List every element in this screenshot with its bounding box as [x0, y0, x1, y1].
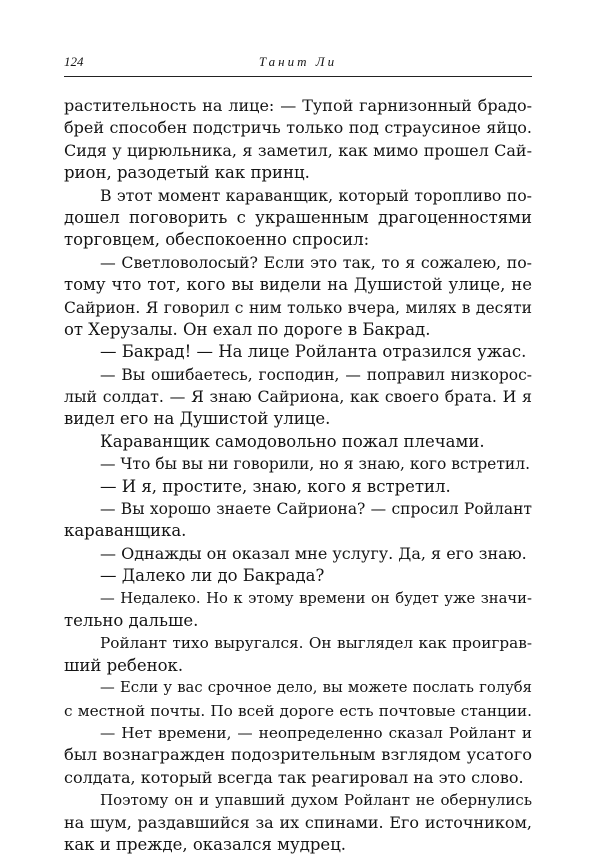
body-text: [64, 95, 532, 856]
text-line: — И я, простите, знаю, кого я встретил.: [100, 476, 451, 496]
text-line: — Вы хорошо знаете Сайриона? — спросил Ройлант: [100, 500, 532, 519]
text-line: рион, разодетый как принц.: [64, 163, 310, 183]
text-line: растительность на лице: — Тупой гарнизонный брадо-: [64, 96, 532, 115]
text-line: Караванщик самодовольно пожал плечами.: [100, 431, 485, 451]
text-line: — Светловолосый? Если это так, то я сожалею, по-: [100, 252, 532, 272]
text-line: — Бакрад! — На лице Ройланта отразился ужас.: [100, 342, 527, 362]
text-line: — Недалеко. Но к этому времени он будет уже значи-: [100, 589, 532, 607]
text-line: — Нет времени, — неопределенно сказал Ройлант и: [100, 723, 532, 742]
text-line: как и прежде, оказался мудрец.: [64, 834, 347, 854]
text-line: — Если у вас срочное дело, вы можете послать голубя: [100, 679, 532, 697]
text-line: Поэтому он и упавший духом Ройлант не обернулись: [100, 791, 532, 810]
text-line: солдата, который всегда так реагировал на это слово.: [64, 767, 524, 787]
page-number: 124: [64, 54, 84, 69]
text-line: — Далеко ли до Бакрада?: [100, 566, 325, 586]
text-line: брей способен подстричь только под страусиное яйцо.: [64, 118, 532, 138]
text-line: на шум, раздавшийся за их спинами. Его источником,: [64, 812, 532, 832]
text-line: Сидя у цирюльника, я заметил, как мимо прошел Сай-: [64, 140, 532, 160]
text-line: был вознагражден подозрительным взглядом усатого: [64, 745, 532, 765]
text-line: караванщика.: [64, 521, 187, 541]
text-line: ший ребенок.: [64, 655, 184, 675]
text-line: тельно дальше.: [64, 610, 199, 630]
text-line: с местной почты. По всей дороге есть почтовые станции.: [64, 701, 532, 720]
text-line: от Херузалы. Он ехал по дороге в Бакрад.: [64, 319, 431, 339]
text-line: В этот момент караванщик, который торопливо по-: [100, 185, 532, 205]
text-line: — Вы ошибаетесь, господин, — поправил низкорос-: [100, 365, 532, 384]
text-line: видел его на Душистой улице.: [64, 409, 331, 429]
text-line: тому что тот, кого вы видели на Душистой улице, не: [64, 275, 532, 295]
page-header: [64, 54, 532, 77]
text-line: Сайрион. Я говорил с ним только вчера, милях в десяти: [64, 298, 532, 317]
text-line: — Однажды он оказал мне услугу. Да, я его знаю.: [100, 543, 527, 563]
text-line: Ройлант тихо выругался. Он выглядел как проиграв-: [100, 634, 532, 653]
text-line: торговцем, обеспокоенно спросил:: [64, 230, 370, 250]
running-title: Танит Ли: [258, 54, 338, 69]
text-line: — Что бы вы ни говорили, но я знаю, кого встретил.: [100, 455, 531, 474]
text-line: дошел поговорить с украшенным драгоценностями: [64, 207, 532, 227]
text-line: лый солдат. — Я знаю Сайриона, как своего брата. И я: [64, 387, 532, 407]
